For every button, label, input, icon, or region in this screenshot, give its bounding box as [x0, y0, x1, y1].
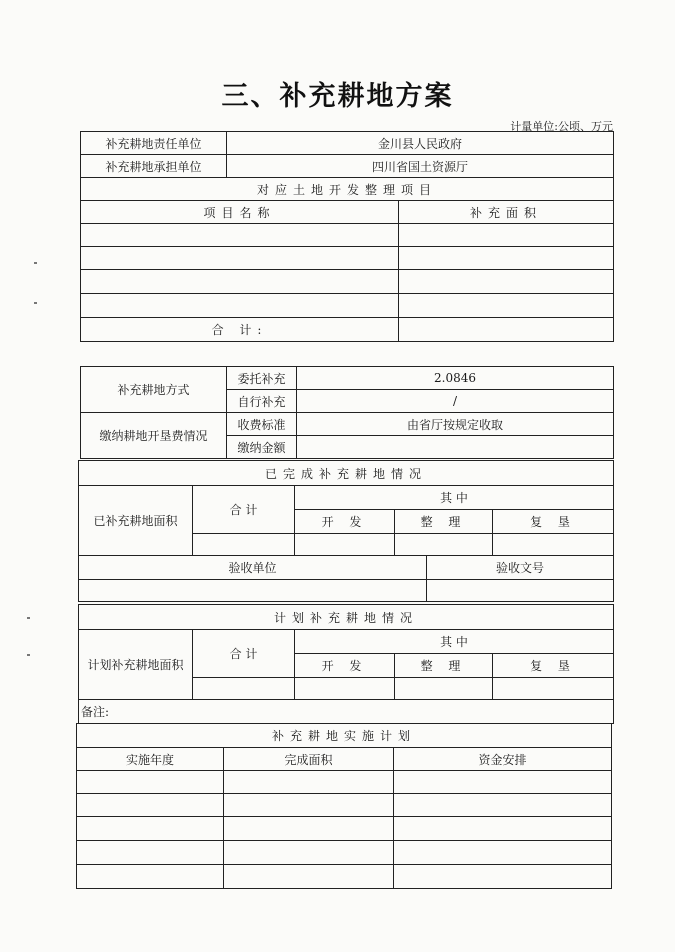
table-row [77, 794, 612, 817]
project-name-cell[interactable] [81, 294, 399, 318]
project-section-title: 对应土地开发整理项目 [81, 178, 614, 201]
fee-label: 缴纳耕地开垦费情况 [81, 413, 227, 459]
project-name-cell[interactable] [81, 247, 399, 270]
project-name-cell[interactable] [81, 270, 399, 294]
scan-speck [27, 654, 30, 656]
impl-area-cell[interactable] [224, 794, 394, 817]
completed-develop-label: 开 发 [295, 510, 395, 534]
completed-total-label: 合 计 [193, 486, 295, 534]
project-area-cell[interactable] [399, 224, 614, 247]
implementation-section-title: 补充耕地实施计划 [77, 724, 612, 748]
undertaking-unit-value: 四川省国土资源厅 [227, 155, 614, 178]
undertaking-unit-label: 补充耕地承担单位 [81, 155, 227, 178]
impl-area-cell[interactable] [224, 817, 394, 841]
project-area-cell[interactable] [399, 247, 614, 270]
completed-total-value[interactable] [193, 534, 295, 556]
completed-develop-value[interactable] [295, 534, 395, 556]
impl-fund-header: 资金安排 [394, 748, 612, 771]
scan-speck [27, 617, 30, 619]
acceptance-unit-value[interactable] [79, 580, 427, 602]
project-name-cell[interactable] [81, 224, 399, 247]
entrusted-value: 2.0846 [297, 367, 614, 390]
project-area-header: 补充面积 [399, 201, 614, 224]
impl-area-cell[interactable] [224, 771, 394, 794]
table-row [81, 247, 614, 270]
completed-among-label: 其 中 [295, 486, 614, 510]
impl-fund-cell[interactable] [394, 771, 612, 794]
table-row [77, 817, 612, 841]
planned-section-title: 计划补充耕地情况 [79, 605, 614, 630]
planned-remark: 备注: [79, 700, 614, 724]
table-row [81, 270, 614, 294]
acceptance-unit-label: 验收单位 [79, 556, 427, 580]
unit-note: 计量单位:公顷、万元 [510, 120, 613, 133]
impl-year-cell[interactable] [77, 817, 224, 841]
acceptance-doc-label: 验收文号 [427, 556, 614, 580]
planned-develop-label: 开 发 [295, 654, 395, 678]
scan-speck [34, 302, 37, 304]
responsible-unit-value: 金川县人民政府 [227, 132, 614, 155]
completed-reclaim-label: 复 垦 [493, 510, 614, 534]
implementation-table [76, 723, 612, 889]
impl-fund-cell[interactable] [394, 817, 612, 841]
planned-table [78, 604, 614, 724]
fee-standard-value: 由省厅按规定收取 [297, 413, 614, 436]
impl-year-cell[interactable] [77, 865, 224, 889]
basic-info-table [80, 131, 614, 342]
entrusted-label: 委托补充 [227, 367, 297, 390]
planned-area-label: 计划补充耕地面积 [79, 630, 193, 700]
table-row [77, 841, 612, 865]
self-supplement-label: 自行补充 [227, 390, 297, 413]
project-total-label: 合 计: [81, 318, 399, 342]
impl-fund-cell[interactable] [394, 841, 612, 865]
impl-year-cell[interactable] [77, 794, 224, 817]
method-label: 补充耕地方式 [81, 367, 227, 413]
page-title: 三、补充耕地方案 [221, 81, 454, 112]
planned-among-label: 其 中 [295, 630, 614, 654]
planned-total-label: 合 计 [193, 630, 295, 678]
planned-develop-value[interactable] [295, 678, 395, 700]
planned-arrange-label: 整 理 [395, 654, 493, 678]
impl-year-cell[interactable] [77, 841, 224, 865]
project-name-header: 项目名称 [81, 201, 399, 224]
fee-amount-label: 缴纳金额 [227, 436, 297, 459]
impl-area-cell[interactable] [224, 841, 394, 865]
fee-standard-label: 收费标准 [227, 413, 297, 436]
completed-table [78, 460, 614, 556]
completed-reclaim-value[interactable] [493, 534, 614, 556]
impl-year-cell[interactable] [77, 771, 224, 794]
self-supplement-value: / [297, 390, 614, 413]
table-row [77, 771, 612, 794]
table-row [81, 294, 614, 318]
planned-arrange-value[interactable] [395, 678, 493, 700]
impl-area-header: 完成面积 [224, 748, 394, 771]
completed-area-label: 已补充耕地面积 [79, 486, 193, 556]
method-fee-table [80, 366, 614, 459]
planned-reclaim-label: 复 垦 [493, 654, 614, 678]
planned-reclaim-value[interactable] [493, 678, 614, 700]
project-total-value[interactable] [399, 318, 614, 342]
planned-total-value[interactable] [193, 678, 295, 700]
completed-arrange-value[interactable] [395, 534, 493, 556]
impl-fund-cell[interactable] [394, 794, 612, 817]
fee-amount-value[interactable] [297, 436, 614, 459]
impl-year-header: 实施年度 [77, 748, 224, 771]
completed-section-title: 已完成补充耕地情况 [79, 461, 614, 486]
completed-arrange-label: 整 理 [395, 510, 493, 534]
acceptance-table [78, 555, 614, 602]
table-row [81, 224, 614, 247]
scan-speck [34, 262, 37, 264]
project-area-cell[interactable] [399, 270, 614, 294]
responsible-unit-label: 补充耕地责任单位 [81, 132, 227, 155]
acceptance-doc-value[interactable] [427, 580, 614, 602]
project-area-cell[interactable] [399, 294, 614, 318]
impl-area-cell[interactable] [224, 865, 394, 889]
table-row [77, 865, 612, 889]
impl-fund-cell[interactable] [394, 865, 612, 889]
